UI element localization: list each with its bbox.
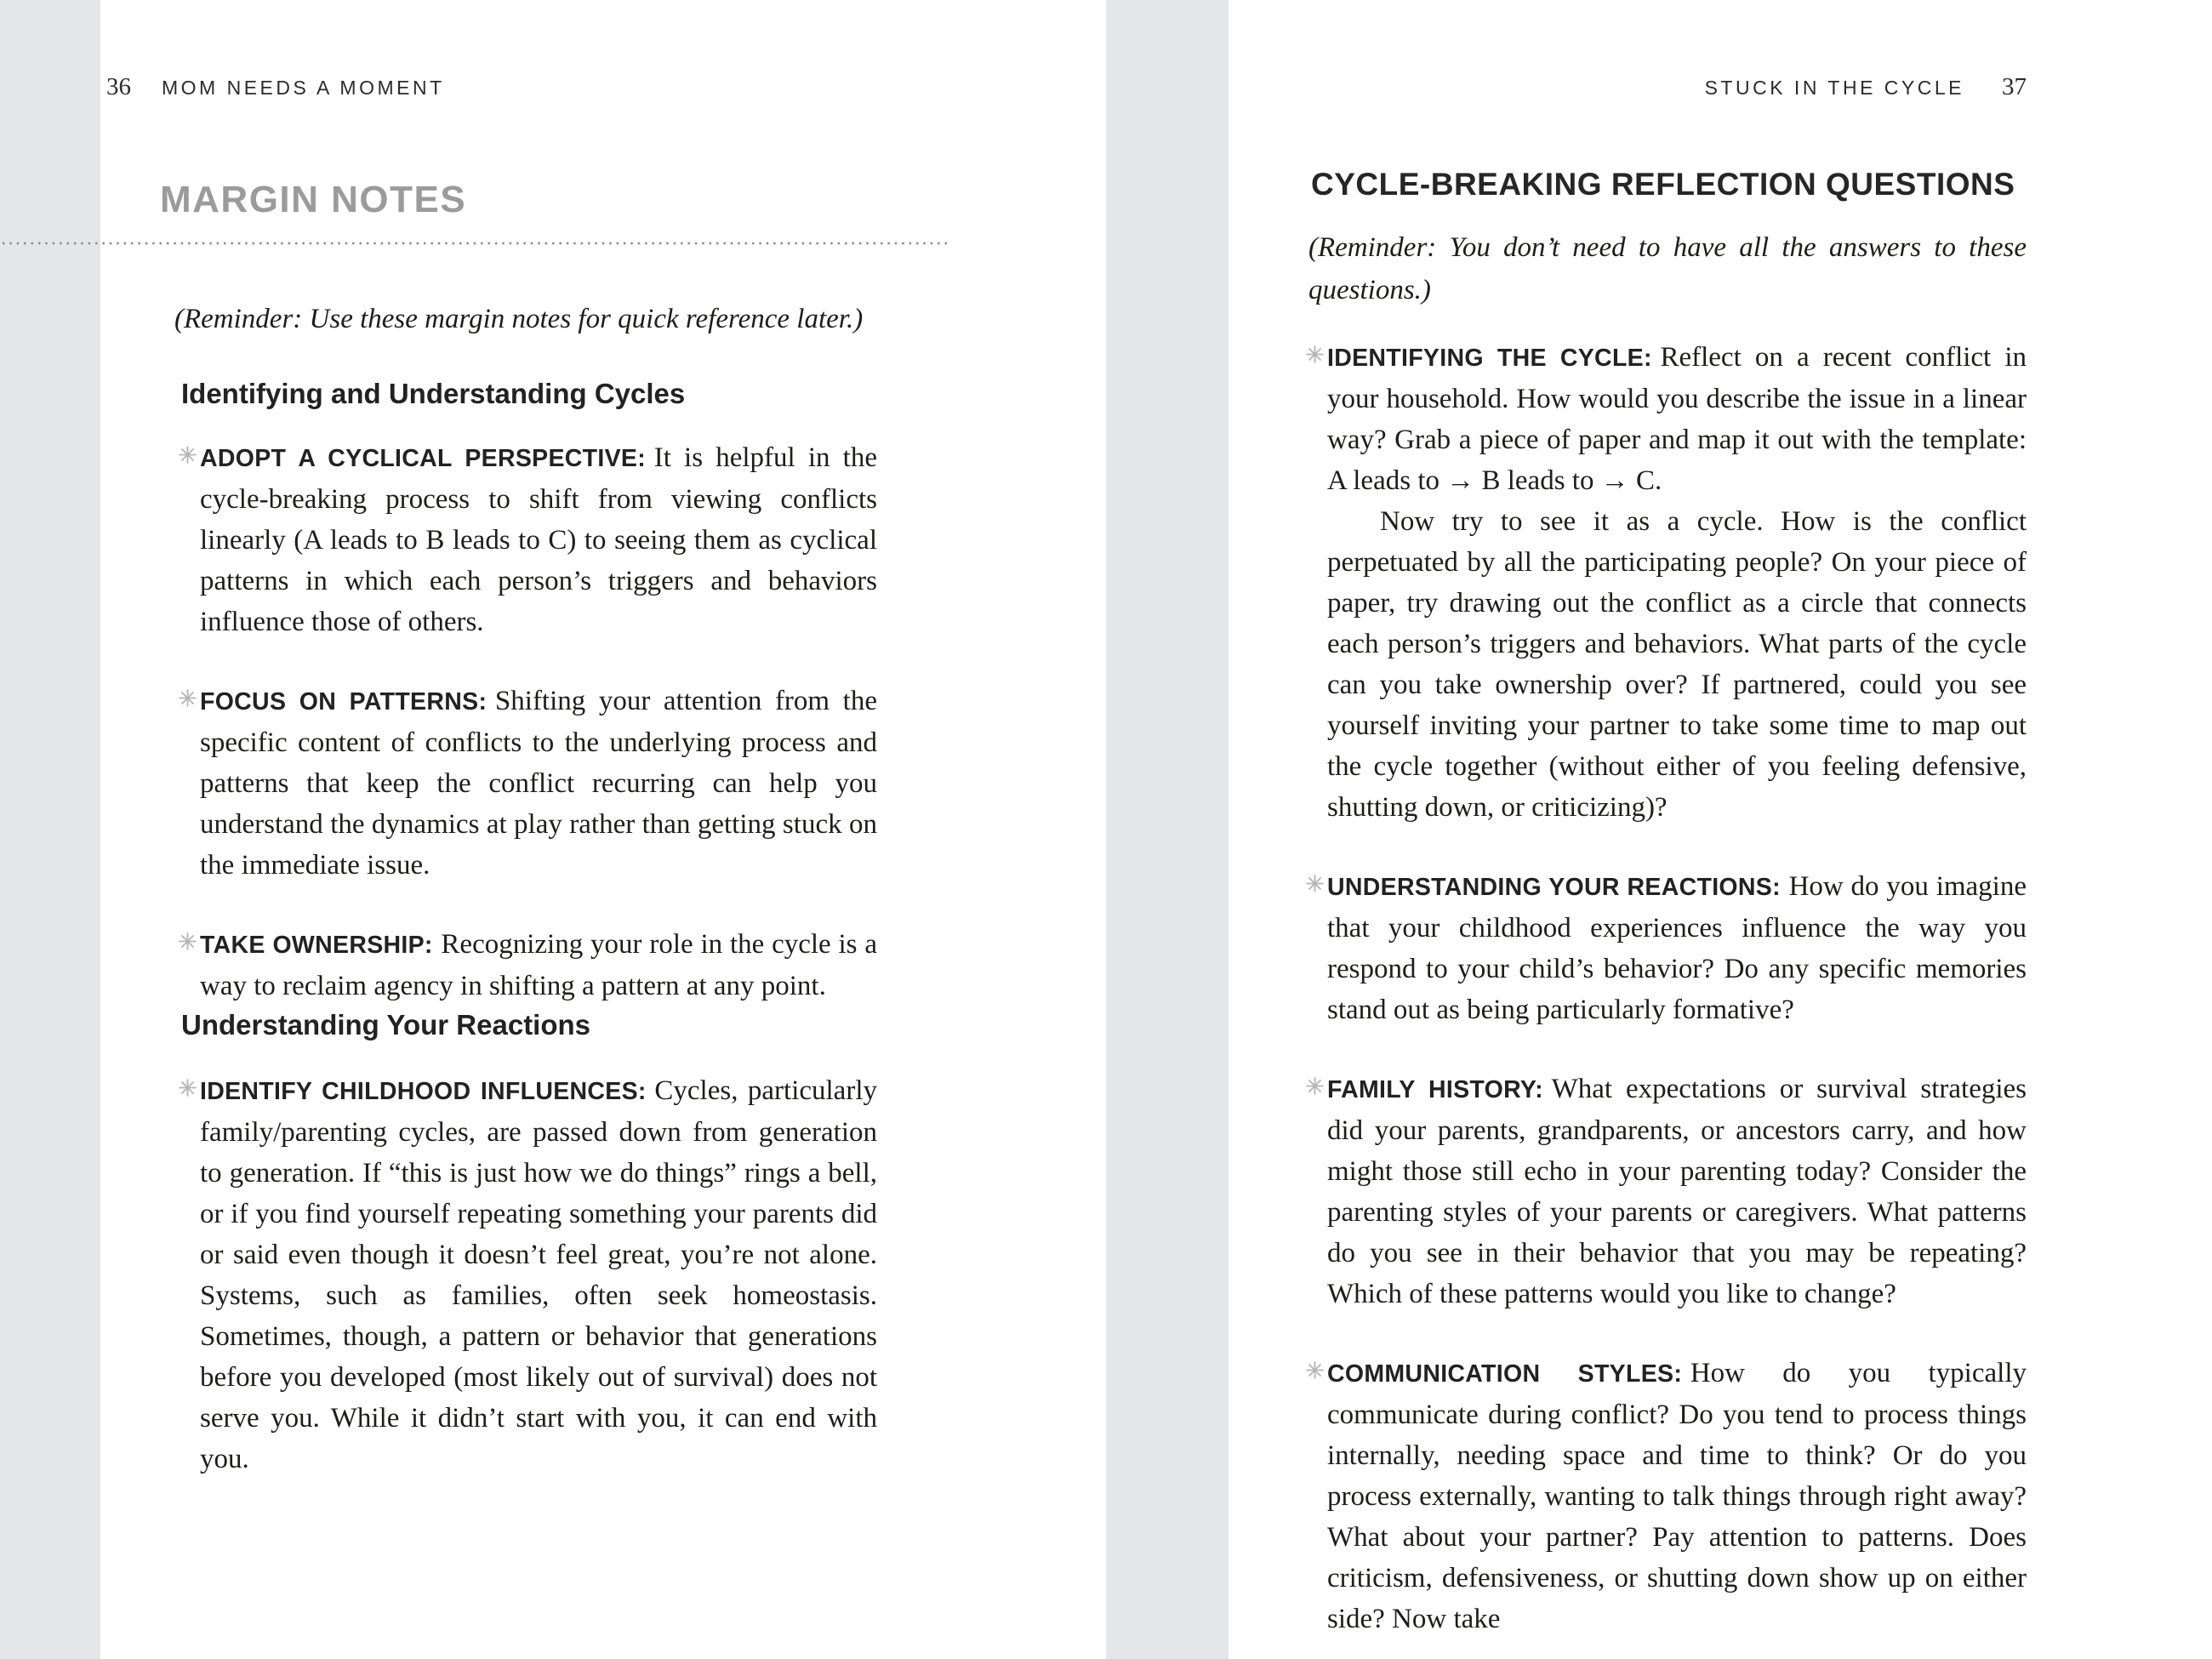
section-heading-reactions: Understanding Your Reactions: [181, 1009, 591, 1040]
bullet-paragraph: [200, 924, 877, 1006]
bullet-paragraph: [200, 437, 877, 642]
list-item: [1327, 1353, 2027, 1639]
list-item: [200, 437, 877, 642]
bullet-paragraph: [200, 1070, 877, 1479]
section-heading-cycles: Identifying and Understanding Cycles: [181, 378, 686, 409]
list-item: [1327, 866, 2027, 1030]
asterisk-bullet-icon: [1305, 345, 1325, 364]
bullet-paragraph: [1327, 866, 2027, 1030]
left-running-header: [106, 73, 445, 101]
asterisk-bullet-icon: [178, 445, 197, 465]
bullet-paragraph: [1327, 1353, 2027, 1639]
asterisk-bullet-icon: [178, 688, 197, 708]
left-running-title: MOM NEEDS A MOMENT: [162, 77, 445, 99]
bullet-paragraph: [1327, 1069, 2027, 1314]
right-page-title: CYCLE-BREAKING REFLECTION QUESTIONS: [1311, 167, 2015, 202]
bullet-label: IDENTIFY CHILDHOOD INFLUENCES:: [200, 1078, 647, 1105]
asterisk-bullet-icon: [1305, 1076, 1325, 1096]
asterisk-bullet-icon: [1305, 1360, 1325, 1380]
right-running-title: STUCK IN THE CYCLE: [1704, 77, 1964, 99]
bullet-paragraph: [200, 681, 877, 886]
list-item: [200, 924, 877, 1006]
bullet-text: Shifting your attention from the specific content of conflicts to the underlying process and patterns that keep the conflict recurring can help you understand the dynamics at play rather than getting stuck on the immediate issue.: [200, 686, 877, 881]
list-item: [200, 681, 877, 886]
left-page-title: MARGIN NOTES: [160, 179, 467, 220]
right-page-number: 37: [2002, 73, 2027, 100]
bullet-label: FAMILY HISTORY:: [1327, 1076, 1543, 1103]
bullet-text: How do you typically communicate during conflict? Do you tend to process things internally, needing space and time to think? Or do you process externally, wanting to talk things through right away? What about your partner? Pay attention to patterns. Does criticism, defensiveness, or shutting down show up on either side? Now take: [1327, 1358, 2027, 1634]
bullet-text: How do you imagine that your childhood experiences influence the way you respond to your child’s behavior? Do any specific memories stand out as being particularly formative?: [1327, 871, 2027, 1025]
margin-notes-list-cycles: [200, 437, 877, 1006]
asterisk-bullet-icon: [1305, 874, 1325, 893]
page-gutter-backdrop: [1106, 0, 1229, 1659]
asterisk-bullet-icon: [178, 932, 197, 951]
bullet-paragraph: Now try to see it as a cycle. How is the conflict perpetuated by all the participating people? On your piece of paper, try drawing out the conflict as a circle that connects each person’s triggers and behaviors. What parts of the cycle can you take ownership over? If partnered, could you see yourself inviting your partner to take some time to map out the cycle together (without either of you feeling defensive, shutting down, or criticizing)?: [1327, 506, 2027, 823]
bullet-label: TAKE OWNERSHIP:: [200, 932, 433, 959]
bullet-label: ADOPT A CYCLICAL PERSPECTIVE:: [200, 445, 647, 472]
left-page-number: 36: [106, 73, 131, 100]
bullet-label: FOCUS ON PATTERNS:: [200, 688, 487, 715]
margin-notes-list-reactions: [200, 1070, 877, 1479]
bullet-text: Cycles, particularly family/parenting cycles, are passed down from generation to generation. If “this is just how we do things” rings a bell, or if you find yourself repeating something your parents did or said even though it doesn’t feel great, you’re not alone. Systems, such as families, often seek homeostasis. Sometimes, though, a pattern or behavior that generations before you developed (most likely out of survival) does not serve you. While it didn’t start with you, it can end with you.: [200, 1075, 877, 1474]
right-running-header: [1327, 73, 2027, 101]
left-edge-backdrop: [0, 0, 100, 1659]
bullet-text: Recognizing your role in the cycle is a way to reclaim agency in shifting a pattern at any point.: [200, 929, 877, 1001]
bullet-text: What expectations or survival strategies did your parents, grandparents, or ancestors carry, and how might those still echo in your parenting today? Consider the parenting styles of your parents or caregivers. What patterns do you see in their behavior that you may be repeating? Which of these patterns would you like to change?: [1327, 1074, 2027, 1309]
reflection-questions-list: [1327, 337, 2027, 1639]
list-item: [200, 1070, 877, 1479]
left-reminder-note: (Reminder: Use these margin notes for quick reference later.): [174, 304, 864, 334]
bullet-paragraph: [1327, 337, 2027, 501]
bullet-text: Reflect on a recent conflict in your household. How would you describe the issue in a linear way? Grab a piece of paper and map it out with the template: A leads to → B leads to → C.: [1327, 342, 2027, 496]
list-item: [1327, 1069, 2027, 1314]
asterisk-bullet-icon: [178, 1078, 197, 1097]
bullet-label: UNDERSTANDING YOUR REACTIONS:: [1327, 874, 1781, 901]
dotted-rule: [0, 241, 947, 246]
bullet-label: IDENTIFYING THE CYCLE:: [1327, 345, 1652, 372]
list-item: [1327, 337, 2027, 828]
bullet-label: COMMUNICATION STYLES:: [1327, 1360, 1683, 1388]
bullet-text: It is helpful in the cycle-breaking process to shift from viewing conflicts linearly (A leads to B leads to C) to seeing them as cyclical patterns in which each person’s triggers and behaviors influence those of others.: [200, 442, 877, 637]
right-reminder-note: (Reminder: You don’t need to have all the answers to these questions.): [1308, 232, 2027, 305]
